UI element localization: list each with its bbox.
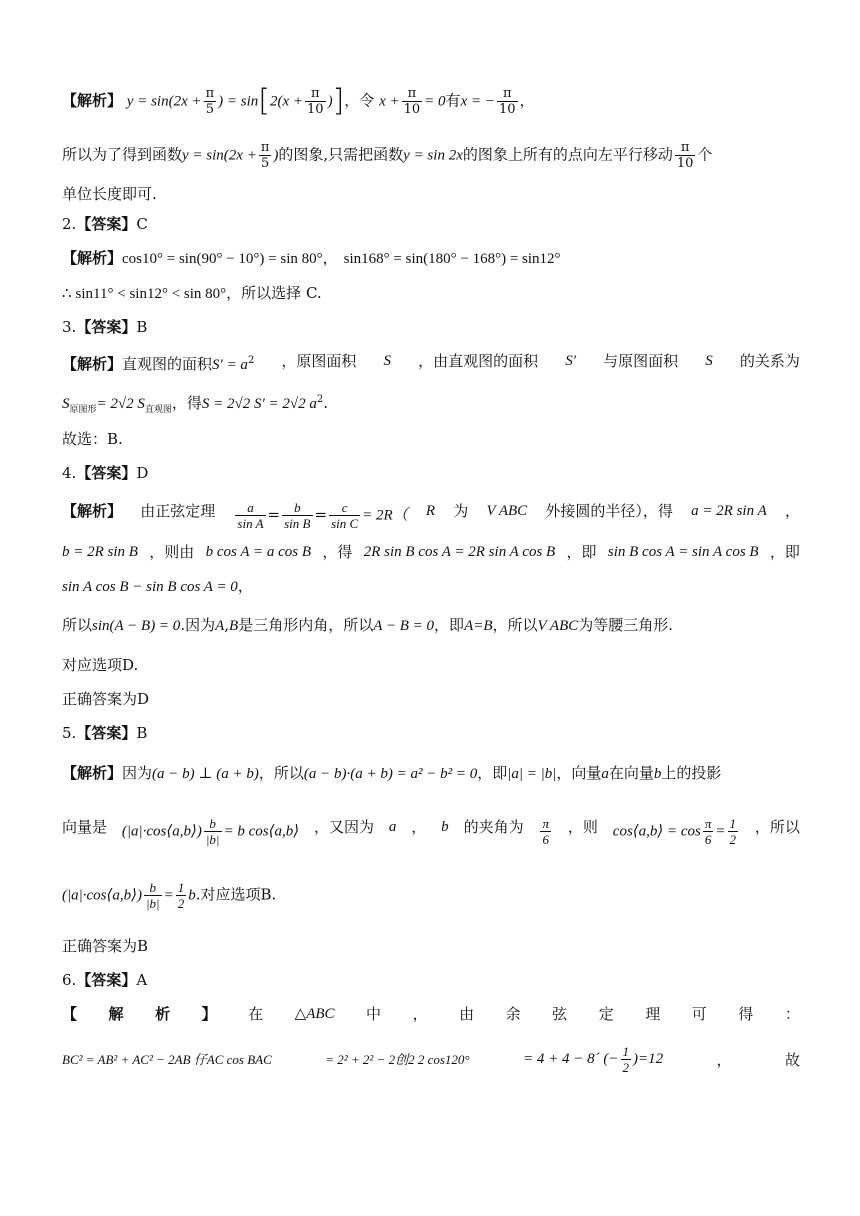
- q1-line3: 单位长度即可.: [62, 185, 157, 203]
- q4-l4-f: B: [229, 618, 239, 634]
- q1-line2-math: y = sin(2x +: [182, 147, 257, 164]
- q5-expr-c: |a| = |b|: [507, 766, 557, 782]
- q2-answer-line: [62, 213, 148, 235]
- q4-text-a: 由正弦定理: [140, 502, 216, 520]
- fraction: $\frac{b}{\text{sin B}}$: [284, 500, 311, 531]
- therefore-symbol: ∴: [62, 284, 72, 302]
- q1-let-expr: x +: [379, 93, 400, 110]
- spread-char: ：: [784, 1005, 800, 1023]
- spread-char: 【: [62, 1005, 78, 1023]
- q5-text-a: 因为: [122, 764, 153, 782]
- q5-l3-c: .对应选项B.: [195, 885, 277, 904]
- q3-text-c: ，由直观图的面积: [418, 352, 539, 370]
- q4-line2-item: ，即: [769, 543, 800, 561]
- q1-result: x = −: [460, 93, 495, 110]
- q3-text-d: 与原图面积: [603, 352, 679, 370]
- q5-expr-b: (a − b)·(a + b) = a² − b² = 0: [303, 766, 478, 782]
- q3-analysis-line: 【解析】直观图的面积$S' = a^2$ ，原图面积 S ，由直观图的面积 S′ 与原图面积 S 的关系为: [62, 350, 800, 376]
- q5-l2-h: ，则: [567, 818, 598, 836]
- fraction: $\frac{a}{\text{sin A}}$: [237, 500, 264, 531]
- q6-l2-c: = 4 + 4 − 8´ (−: [523, 1051, 619, 1067]
- q4-text-e: ，: [784, 502, 800, 520]
- q6-l2-a: BC² = AB² + AC² − 2AB 仔AC cos BAC: [62, 1051, 272, 1067]
- spread-char: 由: [459, 1005, 475, 1023]
- answer-tag: 【答案】: [76, 215, 137, 233]
- q1-analysis-line: 【解析】 y = sin(2x + $\frac{\pi}{5}$ ) = sin[2(x + $\frac{\pi}{10}$ )]，令 x + $\frac{\pi}{10}$ = 0有x = − $\frac{\pi}{10}$ ，: [62, 83, 535, 119]
- q5-number: 5.: [62, 724, 77, 742]
- q1-line2-math2: y = sin 2x: [403, 147, 463, 164]
- q3-conclusion: 故选：B.: [62, 430, 123, 448]
- q5-l2-i: cos⟨a,b⟩ = cos: [612, 823, 701, 840]
- q5-analysis-line: [62, 762, 721, 785]
- q4-triangle: V ABC: [486, 503, 528, 519]
- fraction: $\frac{\pi}{5}$: [260, 140, 270, 171]
- q1-line2: [62, 140, 712, 171]
- q4-l4-g: 是三角形内角，所以: [238, 616, 374, 634]
- q2-number: 2.: [62, 215, 77, 233]
- q6-l2-b: = 2² + 2² − 2创2 2 cos120°: [325, 1051, 470, 1067]
- q4-line2-item: ，即: [566, 543, 597, 561]
- q4-line4: [62, 614, 673, 637]
- q3-text-b: ，原图面积: [281, 352, 357, 370]
- fraction: $\frac{\pi}{5}$: [205, 86, 215, 117]
- q3-sub-orig: 原图形: [69, 405, 97, 415]
- spread-char: 在: [248, 1005, 264, 1023]
- q5-text-d: ，向量: [556, 764, 602, 782]
- q6-l2-d: )=12: [633, 1051, 664, 1067]
- q4-line3-math: sin A cos B − sin B cos A = 0: [62, 579, 238, 595]
- q1-formula-d: ): [327, 93, 333, 110]
- q5-line2: [62, 816, 800, 847]
- q6-line2: [62, 1044, 800, 1075]
- q4-l4-e: ,: [224, 616, 230, 634]
- fraction: $\frac{\pi}{10}$: [307, 86, 324, 117]
- q4-text-c: 外接圆的半径），得: [545, 502, 673, 520]
- q6-number: 6.: [62, 971, 77, 989]
- spread-char: 】: [201, 1005, 217, 1023]
- q3-expr-d: S: [705, 353, 713, 369]
- q5-l2-e: ，: [411, 818, 427, 836]
- q4-l4-b: sin(A − B) = 0: [92, 618, 181, 634]
- spread-char: 得: [738, 1005, 754, 1023]
- q5-l2-g: 的夹角为: [463, 818, 524, 836]
- q5-l2-k: ，所以: [754, 818, 800, 836]
- q4-text-d: a = 2R sin A: [691, 503, 767, 519]
- q2-exp2: sin168° = sin(180° − 168°) = sin12°: [343, 251, 561, 267]
- q4-l4-m: 为等腰三角形.: [578, 616, 674, 634]
- q2-conclusion: sin11° < sin12° < sin 80°: [75, 286, 227, 302]
- fraction: $\frac{c}{\text{sin C}}$: [331, 500, 359, 531]
- q6-analysis-line: [62, 1003, 800, 1025]
- analysis-tag: 【解析】: [62, 249, 123, 267]
- q4-text-b: 为: [453, 502, 469, 520]
- q5-text-b: ，所以: [258, 764, 304, 782]
- analysis-tag: 【解析】: [62, 91, 123, 110]
- q3-sub-direct: 直观图: [144, 405, 172, 415]
- q4-line2-item: 2R sin B cos A = 2R sin A cos B: [363, 544, 556, 560]
- fraction: $\frac{1}{2}$: [622, 1044, 629, 1075]
- q5-expr-e: b: [653, 766, 662, 782]
- q5-l3-eq: =: [163, 887, 174, 904]
- fraction: $\frac{1}{2}$: [729, 816, 736, 847]
- q4-line2-item: sin B cos A = sin A cos B: [607, 544, 759, 560]
- spread-char: 定: [598, 1005, 614, 1023]
- q3-text-e: 的关系为: [739, 352, 800, 370]
- q1-trail: ，: [519, 91, 535, 110]
- spread-char: 可: [691, 1005, 707, 1023]
- q4-line3-tail: ，: [237, 577, 253, 595]
- fraction: $\frac{b}{|b|}$: [205, 816, 220, 847]
- q3-s-orig: S: [62, 396, 70, 412]
- q1-have-text: 有: [445, 91, 461, 110]
- fraction: $\frac{\pi}{6}$: [542, 816, 549, 847]
- fraction: $\frac{\pi}{10}$: [403, 86, 421, 117]
- q4-analysis-line: 【解析】 由正弦定理 $\frac{a}{\text{sin A}}$ = $\frac{b}{\text{sin B}}$ = $\frac{c}{\text{sin C}}$ = 2R（ R 为 V ABC 外接圆的半径），得 a = 2R sin A ，: [62, 500, 800, 531]
- q1-formula-a: y = sin(2x +: [126, 93, 202, 110]
- q5-expr-a: (a − b) ⊥ (a + b): [152, 766, 259, 782]
- q1-let-text: ，令: [344, 91, 375, 110]
- q6-answer-line: [62, 969, 147, 991]
- q3-number: 3.: [62, 318, 77, 336]
- q2-answer: C: [136, 215, 148, 233]
- q6-l2-e: ，: [716, 1050, 732, 1069]
- spread-char: 解: [108, 1005, 124, 1023]
- q4-r: R: [425, 503, 436, 519]
- q4-l4-l: V ABC: [537, 618, 579, 634]
- q5-text-f: 上的投影: [661, 764, 722, 782]
- q4-eq: = 2R（: [362, 507, 408, 524]
- q3-expr-a: S′ = a: [212, 357, 248, 373]
- q5-text-e: 在向量: [608, 764, 654, 782]
- spread-char: 弦: [552, 1005, 568, 1023]
- q2-conclusion-text: ，所以选择 C.: [226, 284, 322, 302]
- q4-l4-h: A − B = 0: [373, 618, 435, 634]
- spread-char: ，: [412, 1005, 428, 1023]
- q3-relation: = 2√2 S: [96, 396, 145, 412]
- q4-line6: 正确答案为D: [62, 690, 150, 708]
- q5-l2-c: ，又因为: [313, 818, 374, 836]
- q4-number: 4.: [62, 464, 77, 482]
- q5-l2-f: b: [441, 819, 449, 835]
- q3-answer-line: [62, 316, 147, 338]
- answer-tag: 【答案】: [76, 318, 137, 336]
- q4-line2-item: b cos A = a cos B: [205, 544, 312, 560]
- q4-line2: [62, 541, 800, 563]
- q2-conclusion-line: [62, 282, 322, 305]
- q5-l3-b: b: [188, 887, 196, 904]
- spread-char: △ABC: [294, 1006, 335, 1022]
- q5-answer: B: [136, 724, 148, 742]
- q2-exp1: cos10° = sin(90° − 10°) = sin 80°: [122, 251, 323, 267]
- q1-line2-text2: 的图象,只需把函数: [278, 145, 404, 164]
- analysis-tag: 【解析】: [62, 355, 123, 373]
- fraction: $\frac{\pi}{6}$: [704, 816, 712, 847]
- analysis-tag: 【解析】: [62, 764, 123, 782]
- q3-expr-b: S: [383, 353, 392, 369]
- q4-answer-line: [62, 462, 148, 484]
- q4-l4-k: ，所以: [492, 616, 538, 634]
- answer-tag: 【答案】: [76, 724, 137, 742]
- q5-text-c: ，即: [477, 764, 508, 782]
- analysis-tag: 【解析】: [62, 502, 123, 520]
- q5-l2-a: 向量是: [62, 818, 108, 836]
- q5-l2-expr: (|a|·cos⟨a,b⟩): [121, 823, 202, 840]
- fraction: $\frac{\pi}{10}$: [676, 140, 694, 171]
- q3-relation-line: $S_{原图形}= 2√2$ $S_{直观图}$，得S = 2√2 S′ = 2√2 $a^2$.: [62, 394, 329, 415]
- q1-line2-text: 所以为了得到函数: [62, 145, 183, 164]
- q1-formula-c: 2(x +: [270, 93, 304, 110]
- q1-let-expr-b: = 0: [424, 93, 446, 110]
- q5-l2-d: a: [388, 819, 397, 835]
- fraction: $\frac{b}{|b|}$: [145, 880, 160, 911]
- q4-l4-i: ，即: [434, 616, 465, 634]
- q6-answer: A: [136, 971, 148, 989]
- q5-line3: [62, 880, 276, 911]
- q3-expr-c: S′: [565, 353, 577, 369]
- q5-l2-b: = b cos⟨a,b⟩: [223, 823, 300, 840]
- q5-l2-j: =: [715, 823, 726, 840]
- q4-line2-item: b = 2R sin B: [62, 544, 138, 560]
- q4-line3: [62, 575, 253, 598]
- spread-char: 余: [505, 1005, 521, 1023]
- q4-line5: 对应选项D.: [62, 656, 139, 674]
- spread-char: 理: [645, 1005, 661, 1023]
- q1-line2-text4: 个: [697, 145, 713, 164]
- q3-text-a: 直观图的面积: [122, 355, 213, 373]
- answer-tag: 【答案】: [76, 971, 137, 989]
- spread-char: 中: [366, 1005, 382, 1023]
- q1-formula-b: ) = sin: [218, 93, 259, 110]
- q4-answer: D: [136, 464, 149, 482]
- q1-line2-text3: 的图象上所有的点向左平行移动: [462, 145, 673, 164]
- fraction: $\frac{1}{2}$: [177, 880, 185, 911]
- q3-period: .: [323, 394, 329, 412]
- spread-char: 析: [155, 1005, 171, 1023]
- answer-tag: 【答案】: [76, 464, 137, 482]
- q4-line2-item: ，得: [322, 543, 353, 561]
- q4-l4-a: 所以: [62, 616, 93, 634]
- q5-expr-d: a: [601, 766, 609, 782]
- q3-result: S = 2√2 S′ = 2√2 a: [201, 396, 317, 412]
- fraction: $\frac{\pi}{10}$: [498, 86, 516, 117]
- q4-l4-c: .因为: [180, 616, 216, 634]
- q3-answer: B: [136, 318, 148, 336]
- q4-line2-item: ，则由: [149, 543, 195, 561]
- q3-get-text: ，得: [171, 394, 202, 412]
- q6-l2-f: 故: [784, 1050, 800, 1069]
- q2-analysis-line: 【解析】cos10° = sin(90° − 10°) = sin 80°， sin168° = sin(180° − 168°) = sin12°: [62, 249, 561, 267]
- q4-l4-d: A: [215, 618, 225, 634]
- q1-line2-close: ): [273, 147, 279, 164]
- q5-answer-line: [62, 722, 147, 744]
- q5-line4: 正确答案为B: [62, 937, 149, 955]
- q4-l4-j: A=B: [464, 618, 493, 634]
- q5-l3-expr: (|a|·cos⟨a,b⟩): [62, 887, 142, 904]
